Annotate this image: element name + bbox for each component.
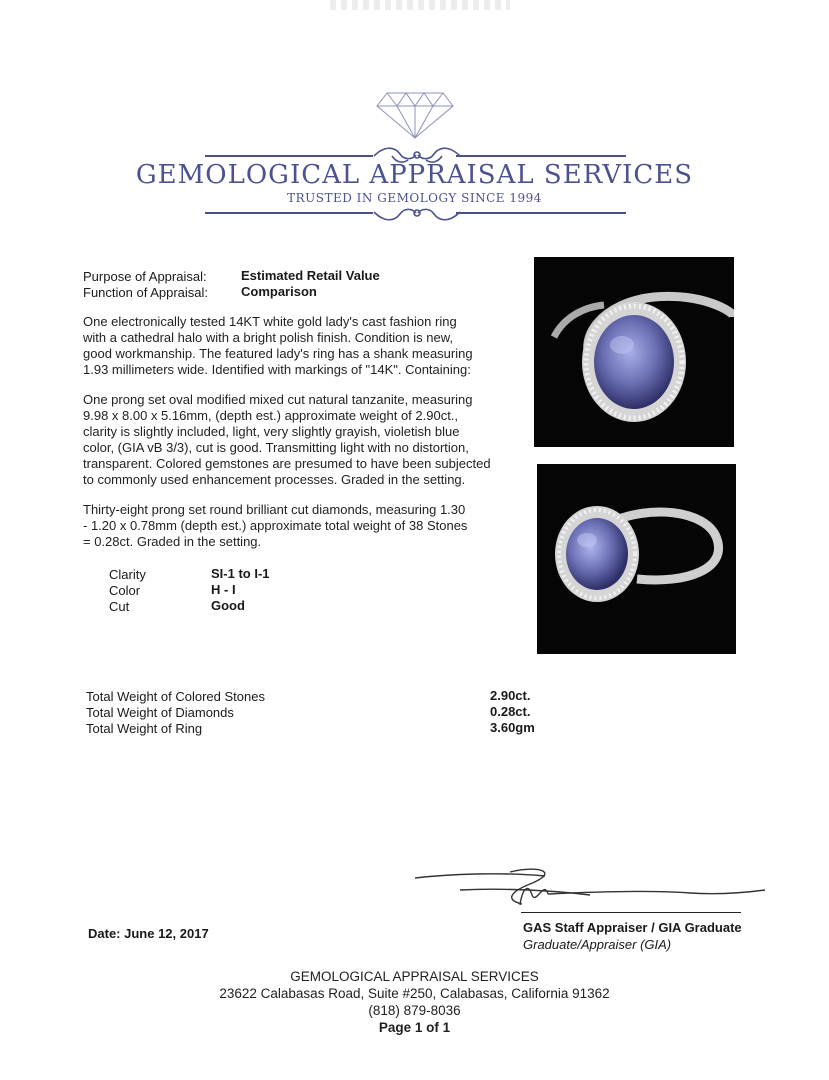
header-rule-right (456, 155, 626, 157)
clarity-value: SI-1 to I-1 (211, 566, 270, 581)
diamond-description-line: = 0.28ct. Graded in the setting. (83, 534, 262, 549)
header-rule-left (205, 155, 373, 157)
color-label: Color (109, 583, 141, 598)
total-ring-label: Total Weight of Ring (86, 721, 203, 736)
total-colored-value: 2.90ct. (490, 688, 531, 703)
footer-address: 23622 Calabasas Road, Suite #250, Calabasas, California 91362 (219, 986, 610, 1001)
footer-phone: (818) 879-8036 (368, 1003, 461, 1018)
ring-photo-bottom (537, 464, 736, 654)
footer-company: GEMOLOGICAL APPRAISAL SERVICES (290, 969, 539, 984)
tanzanite-description (83, 392, 523, 488)
diamond-logo-icon (375, 90, 455, 140)
page-number: Page 1 of 1 (378, 1020, 451, 1035)
total-diamonds-value: 0.28ct. (490, 704, 531, 719)
ring-description-line: with a cathedral halo with a bright polish finish. Condition is new, (83, 330, 453, 345)
date: Date: June 12, 2017 (88, 926, 209, 941)
ring-description-line: good workmanship. The featured lady's ring has a shank measuring (83, 346, 473, 361)
tanzanite-description-line: color, (GIA vB 3/3), cut is good. Transmitting light with no distortion, (83, 440, 469, 455)
total-ring-value: 3.60gm (490, 720, 535, 735)
cut-value: Good (211, 598, 245, 613)
ring-description (83, 314, 523, 378)
diamond-description-line: - 1.20 x 0.78mm (depth est.) approximate total weight of 38 Stones (83, 518, 468, 533)
company-name: GEMOLOGICAL APPRAISAL SERVICES (135, 160, 694, 190)
header-rule-bottom-left (205, 212, 373, 214)
ring-description-line: One electronically tested 14KT white gold lady's cast fashion ring (83, 314, 457, 329)
diamond-description-line: Thirty-eight prong set round brilliant cut diamonds, measuring 1.30 (83, 502, 466, 517)
color-value: H - I (211, 582, 236, 597)
tanzanite-description-line: 9.98 x 8.00 x 5.16mm, (depth est.) approximate weight of 2.90ct., (83, 408, 459, 423)
diamond-description (83, 502, 523, 550)
ring-description-line: 1.93 millimeters wide. Identified with markings of "14K". Containing: (83, 362, 471, 377)
appraiser-title: GAS Staff Appraiser / GIA Graduate (523, 920, 742, 935)
tanzanite-description-line: transparent. Colored gemstones are presumed to have been subjected (83, 456, 491, 471)
signature-icon (410, 860, 770, 915)
function-value: Comparison (241, 284, 317, 299)
appraiser-subtitle: Graduate/Appraiser (GIA) (523, 937, 672, 952)
clarity-label: Clarity (109, 567, 146, 582)
header-rule-bottom-right (456, 212, 626, 214)
company-tagline: TRUSTED IN GEMOLOGY SINCE 1994 (287, 191, 542, 205)
scan-artifact (330, 0, 510, 10)
flourish-icon (372, 202, 462, 224)
tanzanite-description-line: to commonly used enhancement processes. Graded in the setting. (83, 472, 466, 487)
purpose-label: Purpose of Appraisal: (83, 269, 207, 284)
tanzanite-description-line: One prong set oval modified mixed cut natural tanzanite, measuring (83, 392, 473, 407)
cut-label: Cut (109, 599, 130, 614)
ring-photo-top (534, 257, 734, 447)
tanzanite-description-line: clarity is slightly included, light, very slightly grayish, violetish blue (83, 424, 460, 439)
function-label: Function of Appraisal: (83, 285, 209, 300)
total-colored-label: Total Weight of Colored Stones (86, 689, 265, 704)
signature-line (521, 912, 741, 913)
purpose-value: Estimated Retail Value (241, 268, 380, 283)
total-diamonds-label: Total Weight of Diamonds (86, 705, 234, 720)
